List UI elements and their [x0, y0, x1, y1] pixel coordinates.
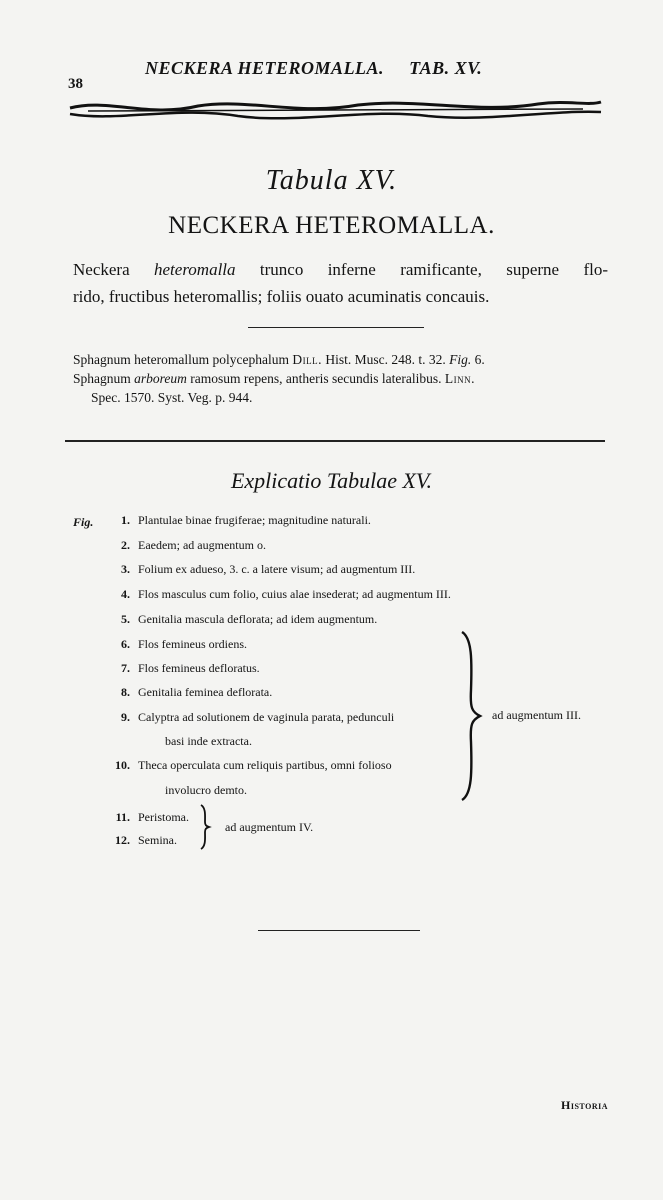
divider-long — [65, 440, 605, 442]
synonym-line-1: Sphagnum heteromallum polycephalum Dill. Hist. Musc. 248. t. 32. Fig. 6. — [73, 352, 485, 367]
synonyms-block — [73, 350, 613, 407]
figure-item-4: 4. Flos masculus cum folio, cuius alae insederat; ad augmentum III. — [121, 587, 451, 601]
diagnosis-genus: Neckera — [73, 260, 130, 279]
diagnosis-epithet: heteromalla — [154, 260, 236, 279]
figure-item-9-continuation: basi inde extracta. — [165, 734, 252, 748]
divider-short-bottom — [258, 930, 420, 931]
divider-short-top — [248, 327, 424, 328]
brace-large — [458, 630, 484, 802]
figure-item-8: 8. Genitalia feminea deflorata. — [121, 685, 273, 699]
page-number: 38 — [68, 76, 83, 92]
figure-item-6: 6. Flos femineus ordiens. — [121, 637, 247, 651]
explicatio-title: Explicatio Tabulae XV. — [230, 468, 433, 493]
brace-large-label: ad augmentum III. — [492, 708, 581, 722]
header-ornament-rule — [68, 96, 603, 126]
figure-item-10-continuation: involucro demto. — [165, 783, 247, 797]
synonym-line-2: Sphagnum arboreum ramosum repens, antheris secundis lateralibus. Linn. — [73, 371, 475, 386]
synonym-line-3: Spec. 1570. Syst. Veg. p. 944. — [91, 390, 253, 405]
species-title: NECKERA HETEROMALLA. — [168, 212, 495, 239]
figure-item-3: 3. Folium ex adueso, 3. c. a latere visum; ad augmentum III. — [121, 562, 416, 576]
species-diagnosis — [73, 256, 608, 310]
figure-item-2: 2. Eaedem; ad augmentum o. — [121, 538, 266, 552]
diagnosis-line1: trunco inferne ramificante, superne flo- — [259, 260, 609, 279]
brace-small — [198, 804, 212, 850]
catchword: Historia — [561, 1098, 608, 1112]
fig-label: Fig. — [73, 515, 94, 529]
figure-item-11: 11. Peristoma. — [115, 810, 189, 824]
diagnosis-line2: rido, fructibus heteromallis; foliis ouato acuminatis concauis. — [73, 287, 490, 306]
figure-item-1: 1. Plantulae binae frugiferae; magnitudine naturali. — [121, 513, 371, 527]
running-head-tab: TAB. XV. — [409, 58, 483, 78]
figure-item-5: 5. Genitalia mascula deflorata; ad idem augmentum. — [121, 612, 378, 626]
running-head — [145, 58, 482, 79]
figure-item-7: 7. Flos femineus defloratus. — [121, 661, 260, 675]
figure-item-12: 12. Semina. — [115, 833, 177, 847]
plate-title: Tabula XV. — [265, 165, 398, 196]
running-head-title: NECKERA HETEROMALLA. — [145, 58, 385, 78]
figure-item-9: 9. Calyptra ad solutionem de vaginula parata, pedunculi — [121, 710, 395, 724]
figure-item-10: 10. Theca operculata cum reliquis partibus, omni folioso — [115, 758, 392, 772]
brace-small-label: ad augmentum IV. — [225, 820, 314, 834]
